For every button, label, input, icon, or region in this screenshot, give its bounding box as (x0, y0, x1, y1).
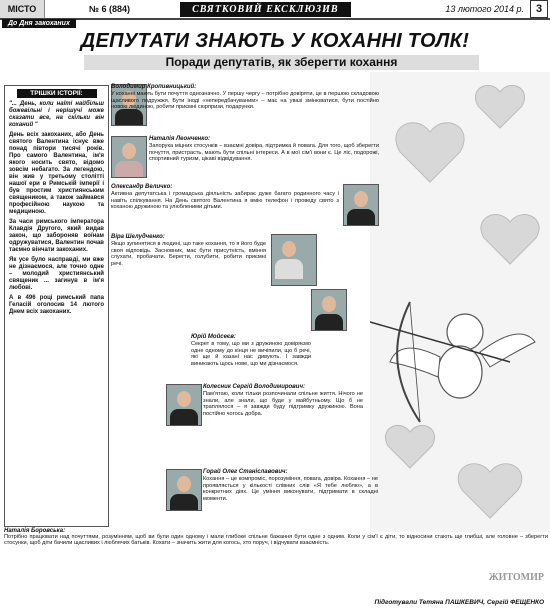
deputy-name: Олександр Величко: (111, 184, 173, 190)
sidebar-paragraph: Як усе було насправді, ми вже не дізнаємося, але точно одне – молодий християнський священик ... загинув в ім'я любові. (9, 257, 104, 291)
newspaper-logo: МІСТО (0, 0, 45, 18)
deputy-name: Колесник Сергій Володимирович: (203, 384, 305, 390)
sidebar-paragraph: За часи римського імператора Клавдія Другого, який видав закон, що забороняв воїнам одружуватися, Валентин почав таємно вінчати закоханих. (9, 219, 104, 253)
author-name: Наталія Боровська: (4, 528, 66, 534)
deputy-photo (271, 234, 317, 286)
article-subheadline: Поради депутатів, як зберегти кохання (84, 55, 479, 70)
deputy-name: Володимир Кропивницький: (111, 84, 197, 90)
deputy-text: Кохання – це компроміс, порозуміння, повага, довіра. Кохання – не проявляється у кількості слівних слів «Я тебе люблю», а в конкретних діях. Це уміння виконувати, підтримати в складні моменти. (203, 476, 378, 502)
deputies-column (111, 84, 381, 544)
bottom-article (4, 528, 548, 547)
deputy-quote (203, 384, 363, 417)
deputy-text: Запорука міцних стосунків – взаємні довіра, підтримка й повага. Для того, щоб зберегти почуття, пристрасть, мають бути спільні інтереси. А в мої сім'ї вони є. Це ліс, подорожі, спортивний туризм, цікаві відвідування. (149, 143, 379, 163)
article-headline: ДЕПУТАТИ ЗНАЮТЬ У КОХАННІ ТОЛК! (80, 30, 470, 52)
deputy-name: Наталія Леонченко: (149, 136, 210, 142)
deputy-text: Активна депутатська і громадська діяльність забирає дуже багато родинного часу і навіть спілкування. На День святого Валентина я вмію телефон і проведу свято з коханою дружиною та улюбленими дітьми. (111, 191, 339, 211)
sidebar-quote: "... День, коли наїті найбільш божевільні і нерішучі може сказати все, на скільки він коханий " (9, 101, 104, 128)
deputy-text: Якщо зупинятися в людині, що таке кохання, то я його буде своя відповідь. Засновник, має бути присутність, вміння слухати, пробачати. Берегти, голубити, робити приємні речі. (111, 241, 266, 267)
deputy-quote (111, 84, 379, 111)
deputy-text: У коханні мають бути почуття однозначно. У першу чергу – потрібно довіряти, це в першою складовою щасливого подружжя. Бути іноді «непередбачуваним» – має на увазі змінюватися, бути постійно новою людиною, робити приємні сюрпризи, подарунки. (111, 91, 379, 111)
sidebar-paragraph: День всіх закоханих, або День святого Валентина існує вже понад півтори тисячі років. Про самого Валентина, ім'я якого носить свято, відомо зовсім небагато. За легендою, він жив у третьому столітті нашої ери в Римській імперії і був простим християнським священиком, а також займався професійною наукою та медициною. (9, 132, 104, 215)
rubric-label: До Дня закоханих (2, 19, 76, 28)
sidebar-paragraph: А в 496 році римський папа Геласій оголосив 14 лютого Днем всіх закоханих. (9, 295, 104, 315)
bottom-text: Потрібно працювати над почуттями, розумінням, щоб ви були один одному і мали глибоке спільне бажання бути одне з одним. Коли у сім'ї є діти, то відносини стають ще глибші, але головне – зберегти стосунки, щоб діти бачили щасливих і люблячих батьків. Кохати – значить жити для когось, хто поруч, і відчувати взаємність. (4, 534, 548, 547)
deputy-quote (149, 136, 379, 163)
deputy-text: Пам'ятаю, коли тільки розпочинали спільне життя. Нічого не знали, але знали, що буде у майбутньому. Що б не траплялося – я завжди буду підтримку дружиною. Вона постійно чогось добра. (203, 391, 363, 417)
issue-number: № 6 (884) (89, 4, 131, 14)
city-watermark: ЖИТОМИР (488, 572, 544, 583)
sidebar-title: ТРІШКИ ІСТОРІЇ: (17, 89, 97, 98)
sidebar-text (5, 101, 108, 316)
article-credits: Підготували Тетяна ПАШКЕВИЧ, Сергій ФЕЩЕНКО (374, 599, 544, 606)
page-number: 3 (530, 0, 548, 18)
deputy-photo (311, 289, 347, 331)
issue-date: 13 лютого 2014 р. (445, 4, 524, 14)
page-header (0, 0, 550, 20)
section-title: СВЯТКОВИЙ ЕКСКЛЮЗИВ (180, 2, 351, 17)
deputy-name: Горай Олег Станіславович: (203, 469, 288, 475)
deputy-quote (203, 469, 378, 502)
deputy-quote (191, 334, 311, 367)
deputy-quote (111, 184, 339, 211)
history-sidebar (4, 85, 109, 527)
cupid-hearts-artwork (370, 72, 550, 532)
deputy-text: Секрет в тому, що ми з дружиною довіряємо одне одному до кінця не вичіпили, що б речі, які ще й казані нас дивують. І завжди виникають щось нове, що ми дізнаємося. (191, 341, 311, 367)
deputy-photo (166, 469, 202, 511)
deputy-name: Юрій Мойсеєв: (191, 334, 236, 340)
valentine-illustration (370, 72, 550, 532)
deputy-quote (111, 234, 266, 267)
deputy-name: Віра Шелудченко: (111, 234, 165, 240)
deputy-photo (343, 184, 379, 226)
deputy-photo (111, 136, 147, 178)
deputy-photo (166, 384, 202, 426)
